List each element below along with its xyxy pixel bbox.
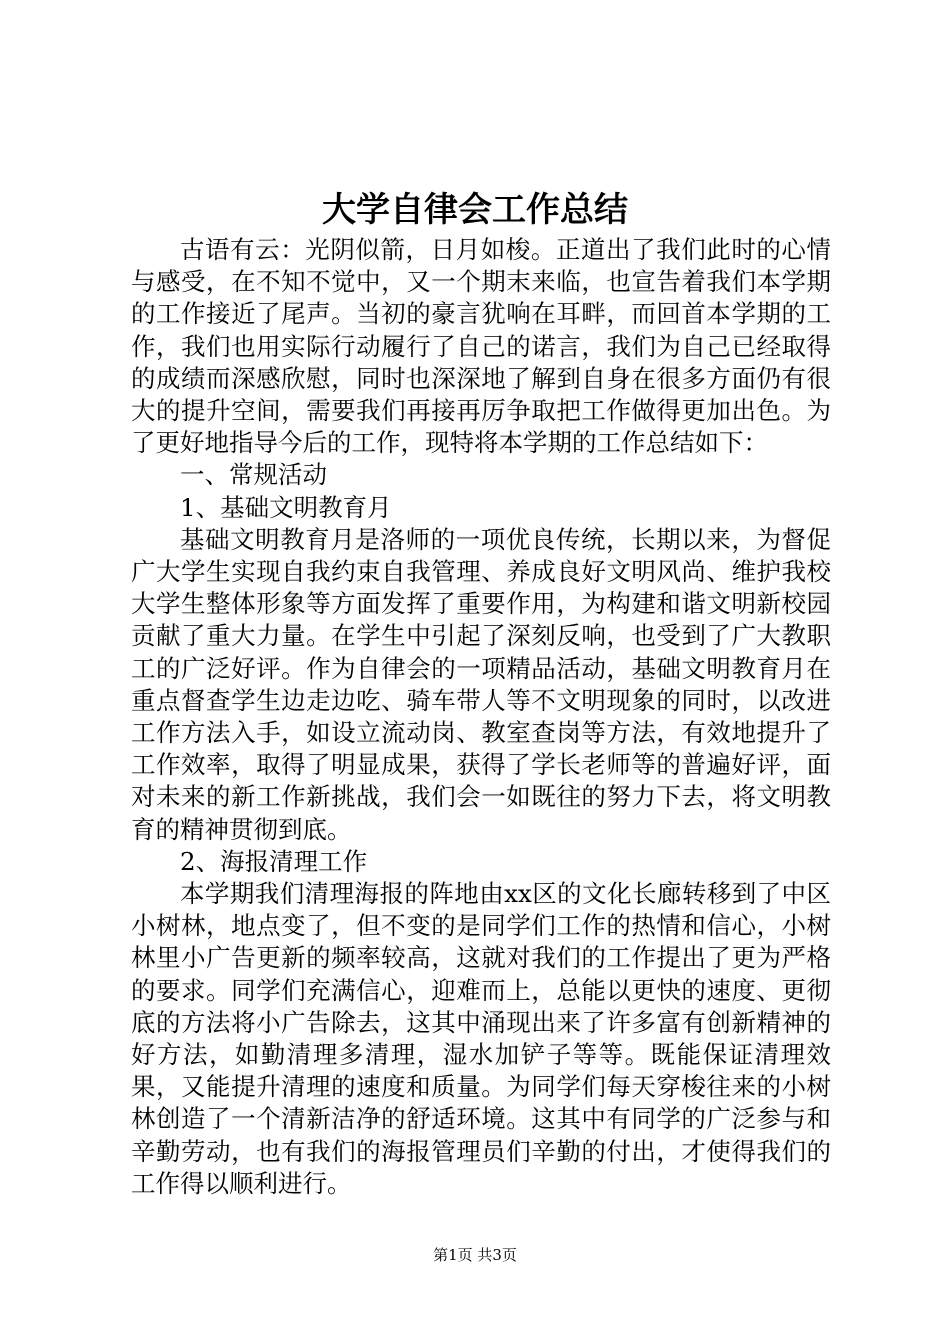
document-title: 大学自律会工作总结 xyxy=(322,190,628,230)
paragraph-poster-cleanup: 本学期我们清理海报的阵地由xx区的文化长廊转移到了中区小树林，地点变了，但不变的是同学们工作的热情和信心，小树林里小广告更新的频率较高，这就对我们的工作提出了更为严格的要求。同学们充满信心，迎难而上，总能以更快的速度、更彻底的方法将小广告除去，这其中涌现出来了许多富有创新精神的好方法，如勤清理多清理，湿水加铲子等等。既能保证清理效果，又能提升清理的速度和质量。为同学们每天穿梭往来的小树林创造了一个清新洁净的舒适环境。这其中有同学的广泛参与和辛勤劳动，也有我们的海报管理员们辛勤的付出，才使得我们的工作得以顺利进行。 xyxy=(131,879,831,1198)
section-heading-routine-activities: 一、常规活动 xyxy=(180,460,327,490)
document-body xyxy=(131,234,831,1200)
subsection-heading-civility-month: 1、基础文明教育月 xyxy=(180,492,392,522)
paragraph-intro: 古语有云：光阴似箭，日月如梭。正道出了我们此时的心情与感受，在不知不觉中，又一个期末来临，也宣告着我们本学期的工作接近了尾声。当初的豪言犹响在耳畔，而回首本学期的工作，我们也用实际行动履行了自己的诺言，我们为自己已经取得的成绩而深感欣慰，同时也深深地了解到自身在很多方面仍有很大的提升空间，需要我们再接再厉争取把工作做得更加出色。为了更好地指导今后的工作，现特将本学期的工作总结如下： xyxy=(131,235,831,458)
page-number-footer: 第1页 共3页 xyxy=(433,1246,517,1264)
paragraph-civility-month: 基础文明教育月是洛师的一项优良传统，长期以来，为督促广大学生实现自我约束自我管理、养成良好文明风尚、维护我校大学生整体形象等方面发挥了重要作用，为构建和谐文明新校园贡献了重大力量。在学生中引起了深刻反响，也受到了广大教职工的广泛好评。作为自律会的一项精品活动，基础文明教育月在重点督查学生边走边吃、骑车带人等不文明现象的同时，以改进工作方法入手，如设立流动岗、教室查岗等方法，有效地提升了工作效率，取得了明显成果，获得了学长老师等的普遍好评，面对未来的新工作新挑战，我们会一如既往的努力下去，将文明教育的精神贯彻到底。 xyxy=(131,524,831,844)
subsection-heading-poster-cleanup: 2、海报清理工作 xyxy=(180,846,368,876)
